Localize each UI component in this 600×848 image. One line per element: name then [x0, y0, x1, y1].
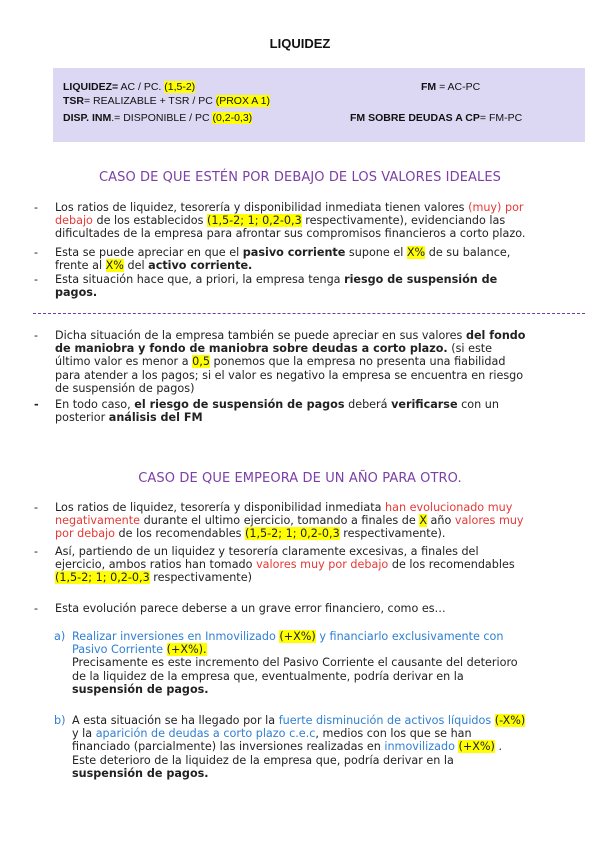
formula-box: [53, 68, 585, 142]
section1-heading: CASO DE QUE ESTÉN POR DEBAJO DE LOS VALORES IDEALES: [98, 170, 502, 185]
formula-fm: FM = AC-PC: [421, 81, 481, 93]
s2-bullet-3: Esta evolución parece deberse a un grave error financiero, como es…: [55, 602, 446, 615]
bullet-mark: -: [34, 273, 39, 286]
s1-bullet-4: Dicha situación de la empresa también se puede apreciar en sus valores del fondo de maniobra y fondo de maniobra sobre deudas a corto plazo. (si este último valor es menor a 0,5 ponemos que la empresa no presenta una fiabilidad para atender a los pagos; si el valor es negativo la empresa se encuentra en riesgo de suspensión de pagos): [55, 329, 526, 395]
section2-heading: CASO DE QUE EMPEORA DE UN AÑO PARA OTRO.: [138, 471, 462, 486]
item-b-letter: b): [54, 714, 66, 727]
dashed-divider: [33, 313, 585, 314]
formula-tsr: TSR= REALIZABLE + TSR / PC (PROX A 1): [63, 95, 270, 107]
bullet-mark: -: [34, 329, 39, 342]
formula-fm-cp: FM SOBRE DEUDAS A CP= FM-PC: [350, 112, 523, 124]
bullet-mark: -: [34, 201, 39, 214]
bullet-mark: -: [34, 602, 39, 615]
formula-liquidez: LIQUIDEZ= AC / PC. (1,5-2): [63, 81, 196, 93]
item-a-letter: a): [54, 630, 66, 643]
bullet-mark: -: [34, 246, 39, 259]
formula-disp-inm: DISP. INM.= DISPONIBLE / PC (0,2-0,3): [63, 112, 253, 124]
s1-bullet-5: En todo caso, el riesgo de suspensión de pagos deberá verificarse con un posterior análisis del FM: [55, 398, 499, 425]
s1-bullet-3: Esta situación hace que, a priori, la empresa tenga riesgo de suspensión de pagos.: [55, 273, 498, 300]
s2-bullet-2: Así, partiendo de un liquidez y tesorería claramente excesivas, a finales del ejercicio, ambos ratios han tomado valores muy por debajo de los recomendables (1,5-2; 1; 0,2-0,3 respectivamente): [55, 545, 515, 585]
bullet-mark: -: [34, 398, 39, 411]
s2-bullet-1: Los ratios de liquidez, tesorería y disponibilidad inmediata han evolucionado muy negativamente durante el ultimo ejercicio, tomando a finales de X año valores muy por debajo de los recomendables (1,5-2; 1; 0,2-0,3 respectivamente).: [55, 501, 524, 541]
s2-item-a: Realizar inversiones en Inmovilizado (+X%) y financiarlo exclusivamente con Pasivo Corriente (+X%). Precisamente es este incremento del Pasivo Corriente el causante del deterioro de la liquidez de la empresa que, eventualmente, podría derivar en la suspensión de pagos.: [72, 630, 518, 696]
bullet-mark: -: [34, 501, 39, 514]
bullet-mark: -: [34, 545, 39, 558]
s1-bullet-2: Esta se puede apreciar en que el pasivo corriente supone el X% de su balance, frente al X% del activo corriente.: [55, 246, 511, 273]
page-title: LIQUIDEZ: [269, 36, 331, 51]
s1-bullet-1: Los ratios de liquidez, tesorería y disponibilidad inmediata tienen valores (muy) por debajo de los establecidos (1,5-2; 1; 0,2-0,3 respectivamente), evidenciando las dificultades de la empresa para afrontar sus compromisos financieros a corto plazo.: [55, 201, 526, 241]
s2-item-b: A esta situación se ha llegado por la fuerte disminución de activos líquidos (-X%) y la aparición de deudas a corto plazo c.e.c, medios con los que se han financiado (parcialmente) las inversiones realizadas en inmovilizado (+X%) . Este deterioro de la liquidez de la empresa que, podría derivar en la suspensión de pagos.: [72, 714, 526, 780]
